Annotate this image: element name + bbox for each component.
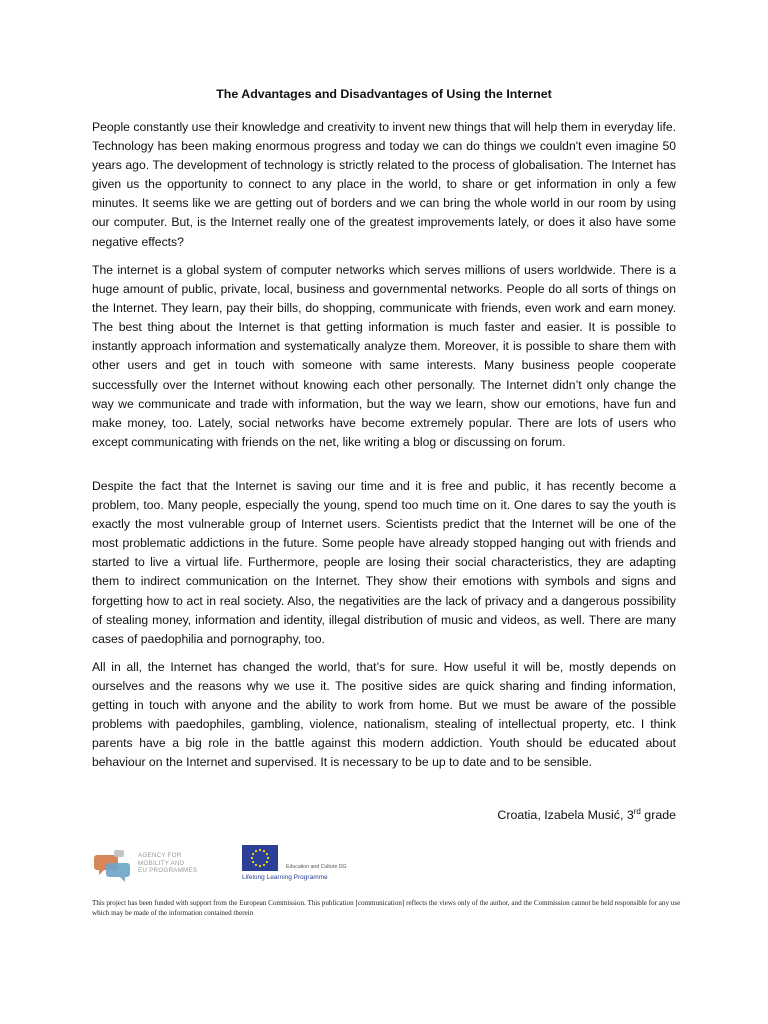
- eu-star-icon: [251, 857, 253, 859]
- eu-star-icon: [255, 850, 257, 852]
- paragraph-intro: People constantly use their knowledge and creativity to invent new things that will help them in everyday life. Technology has been making enormous progress and today we can do things we couldn't even imagine 50 years ago. The development of technology is strictly related to the process of globalisation. The Internet has given us the opportunity to connect to any place in the world, to share or get information in only a few minutes. It seems like we are getting out of borders and we can bring the whole world in our room by using our computer. But, is the Internet really one of the greatest improvements lately, or does it also have some negative effects?: [92, 120, 676, 249]
- education-culture-dg-label: Education and Culture DG: [286, 864, 347, 870]
- paragraph-conclusion: All in all, the Internet has changed the world, that’s for sure. How useful it will be, mostly depends on ourselves and the reasons why we use it. The positive sides are quick sharing and finding information, getting in touch with anyone and the ability to work from home. But we must be aware of the possible problems with paedophiles, gambling, violence, nationalism, stealing of intellectual property, etc. I think parents have a big role in the battle against this modern addiction. Youth should be educated about behaviour on the Internet and supervised. It is necessary to be up to date and to be sensible.: [92, 660, 676, 770]
- eu-star-icon: [252, 853, 254, 855]
- eu-star-icon: [266, 861, 268, 863]
- eu-star-icon: [263, 850, 265, 852]
- author-signature: [497, 804, 676, 823]
- eu-star-icon: [263, 864, 265, 866]
- agency-name: [138, 852, 214, 875]
- page-title: The Advantages and Disadvantages of Using the Internet: [216, 87, 552, 101]
- speech-bubbles-icon: [94, 846, 134, 886]
- eu-star-icon: [259, 849, 261, 851]
- eu-llp-logo: [242, 842, 402, 888]
- signature-superscript: rd: [633, 807, 641, 816]
- signature-text: Croatia, Izabela Musić, 3: [497, 808, 634, 823]
- signature-suffix: grade: [640, 808, 676, 823]
- paragraph-advantages: The internet is a global system of computer networks which serves millions of users worldwide. There is a huge amount of public, private, local, business and governmental networks. People do all sorts of things on the Internet. They learn, pay their bills, do shopping, communicate with friends, even work and earn money. The best thing about the Internet is that getting information is much faster and easier. It is possible to instantly approach information and systematically analyze them. Moreover, it is possible to share them with other users and get in touch with someone with same interests. Many business people cooperate successfully over the Internet without knowing each other personally. The Internet didn’t only change the way we communicate and trade with information, but the way we learn, show our emotions, have fun and make money, too. Lately, social networks have become extremely popular. There are lots of users who except communicating with friends on the net, like writing a blog or discussing on forum.: [92, 263, 676, 449]
- agency-line-2: MOBILITY AND: [138, 859, 185, 867]
- lifelong-learning-label: Lifelong Learning Programme: [242, 874, 328, 881]
- agency-line-3: EU PROGRAMMES: [138, 867, 198, 874]
- sponsor-logos: [94, 842, 514, 888]
- paragraph-disadvantages: Despite the fact that the Internet is saving our time and it is free and public, it has recently become a problem, too. Many people, especially the young, spend too much time on it. One dares to say the youth is exactly the most vulnerable group of Internet users. Scientists predict that the Internet will be one of the most problematic addictions in the future. Some people have already stopped hanging out with friends and started to live a virtual life. Furthermore, people are losing their social characteristics, they are adapting them to indirect communication on the Internet. They show their emotions with symbols and signs and forgetting how to act in real society. Also, the negativities are the lack of privacy and a dangerous possibility of stealing money, information and identity, illegal distribution of music and videos, as well. There are many cases of paedophilia and pornography, too.: [92, 479, 676, 646]
- eu-star-icon: [267, 857, 269, 859]
- eu-flag-icon: [242, 845, 278, 871]
- eu-star-icon: [259, 865, 261, 867]
- eu-star-icon: [252, 861, 254, 863]
- eu-star-icon: [266, 853, 268, 855]
- funding-disclaimer: This project has been funded with support from the European Commission. This publication [communication] reflects the views only of the author, and the Commission cannot be held responsible for any use which may be made of the information contained therein: [92, 899, 681, 917]
- agency-logo: [94, 846, 210, 886]
- eu-star-icon: [255, 864, 257, 866]
- agency-line-1: AGENCY FOR: [138, 852, 182, 859]
